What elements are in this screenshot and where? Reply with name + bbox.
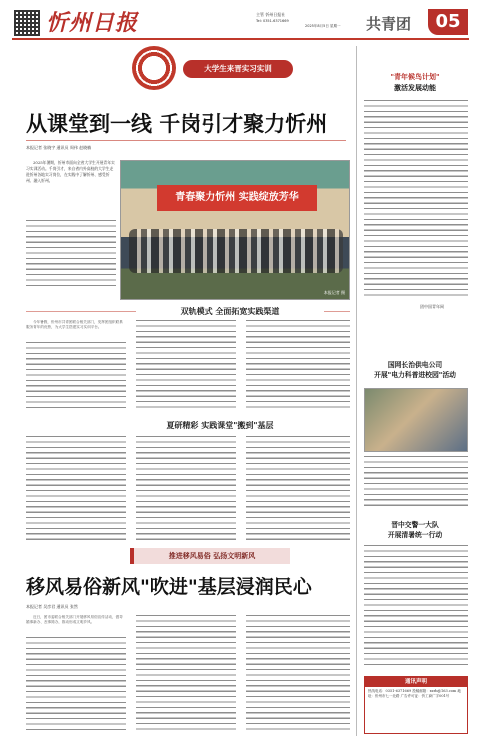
right-story2-body xyxy=(364,456,468,506)
right-story3-title xyxy=(362,520,468,540)
right-story1-title xyxy=(362,72,468,94)
story2-kicker-text: 推进移风易俗 弘扬文明新风 xyxy=(168,552,256,560)
photo-people-row xyxy=(129,229,343,273)
photo-caption: 本报记者 摄 xyxy=(323,290,345,295)
right-story2-title-l1: 国网长治供电公司 xyxy=(387,361,443,369)
right-story2-title-l2: 开展"电力科普进校园"活动 xyxy=(374,371,456,379)
meta-line-1: 主管 忻州日报社 xyxy=(256,12,286,17)
main-kicker xyxy=(183,60,293,78)
section-name: 共青团 xyxy=(366,15,412,33)
masthead-title: 忻州日报 xyxy=(46,10,139,36)
right-story2-title xyxy=(362,360,468,380)
story2-body: 近日，团市委联合相关部门开展移风易俗宣传活动，倡导婚事新办、丧事简办，推动形成文明乡风。 xyxy=(26,615,123,625)
body-col-1 xyxy=(26,320,126,410)
page-number: 05 xyxy=(428,9,468,35)
main-byline: 本报记者 张晓宇 通讯员 周伟 赵晓楠 xyxy=(26,145,92,150)
subhead-2 xyxy=(120,420,320,431)
subhead-1-rule-left xyxy=(26,311,136,312)
qr-code-icon xyxy=(14,10,40,36)
body-col-5 xyxy=(136,436,236,542)
right-story1-title-l1: "青年候鸟计划" xyxy=(390,73,440,81)
headline-underline xyxy=(26,140,346,141)
body-col-4 xyxy=(26,436,126,542)
story2-col-1 xyxy=(26,615,126,733)
footer-notice-title: 通讯声明 xyxy=(365,677,467,687)
right-story1-title-l2: 激活发展动能 xyxy=(394,84,436,92)
footer-notice-text: 热线电话：0351-6371669 投稿邮箱：xzrb@163.com 地址：忻州市七一北路 广告许可证：忻工商广字001号 xyxy=(368,689,461,698)
photo-banner-text: 青春聚力忻州 实践绽放芳华 xyxy=(175,192,299,203)
story2-kicker xyxy=(130,548,290,564)
body-intro: 今年暑假，忻州市共青团联合相关部门，发挥团组织联系服务青年的优势，为大学生搭建实习实训平台。 xyxy=(26,320,123,330)
right-story3-title-l2: 开展清暑统一行动 xyxy=(387,531,443,539)
main-story-logo xyxy=(132,46,176,90)
main-headline: 从课堂到一线 千岗引才聚力忻州 xyxy=(26,112,328,136)
right-story1-credit: 团中国青年网 xyxy=(420,304,444,309)
main-photo xyxy=(120,160,350,300)
body-col-2 xyxy=(136,320,236,410)
subhead-1 xyxy=(140,306,320,317)
footer-notice-box xyxy=(364,676,468,734)
issue-date: 2025年8月5日 星期一 xyxy=(305,24,341,28)
right-story1-body xyxy=(364,100,468,300)
story2-byline: 本报记者 吴彦君 通讯员 张然 xyxy=(26,604,78,609)
body-col-6 xyxy=(246,436,350,542)
story2-col-3 xyxy=(246,615,350,733)
subhead-2-text: 夏研精彩 实践课堂"搬到"基层 xyxy=(166,421,274,430)
right-story2-photo xyxy=(364,388,468,452)
right-story3-body xyxy=(364,545,468,665)
right-story3-title-l1: 晋中交警一大队 xyxy=(391,521,439,529)
photo-banner xyxy=(157,185,317,211)
masthead-meta xyxy=(256,12,361,24)
lead-fill xyxy=(26,220,116,286)
meta-line-2: Tel: 0351-6371669 xyxy=(256,19,289,23)
story2-headline: 移风易俗新风"吹进"基层浸润民心 xyxy=(26,576,312,598)
masthead-rule xyxy=(12,38,469,40)
subhead-1-rule-right xyxy=(324,311,350,312)
body-col-3 xyxy=(246,320,350,410)
main-kicker-text: 大学生来晋实习实训 xyxy=(204,64,272,73)
subhead-1-text: 双轨模式 全面拓宽实践渠道 xyxy=(180,307,280,316)
column-separator xyxy=(356,46,357,736)
story2-col-2 xyxy=(136,615,236,733)
main-lead-text: 2025年暑期，忻州市面向全省大学生开展青年实习实训活动。千岗引才，来自省内外高校的大学生走进忻州各地实习岗位，在实践中了解忻州、感受忻州、融入忻州。 xyxy=(26,160,115,183)
